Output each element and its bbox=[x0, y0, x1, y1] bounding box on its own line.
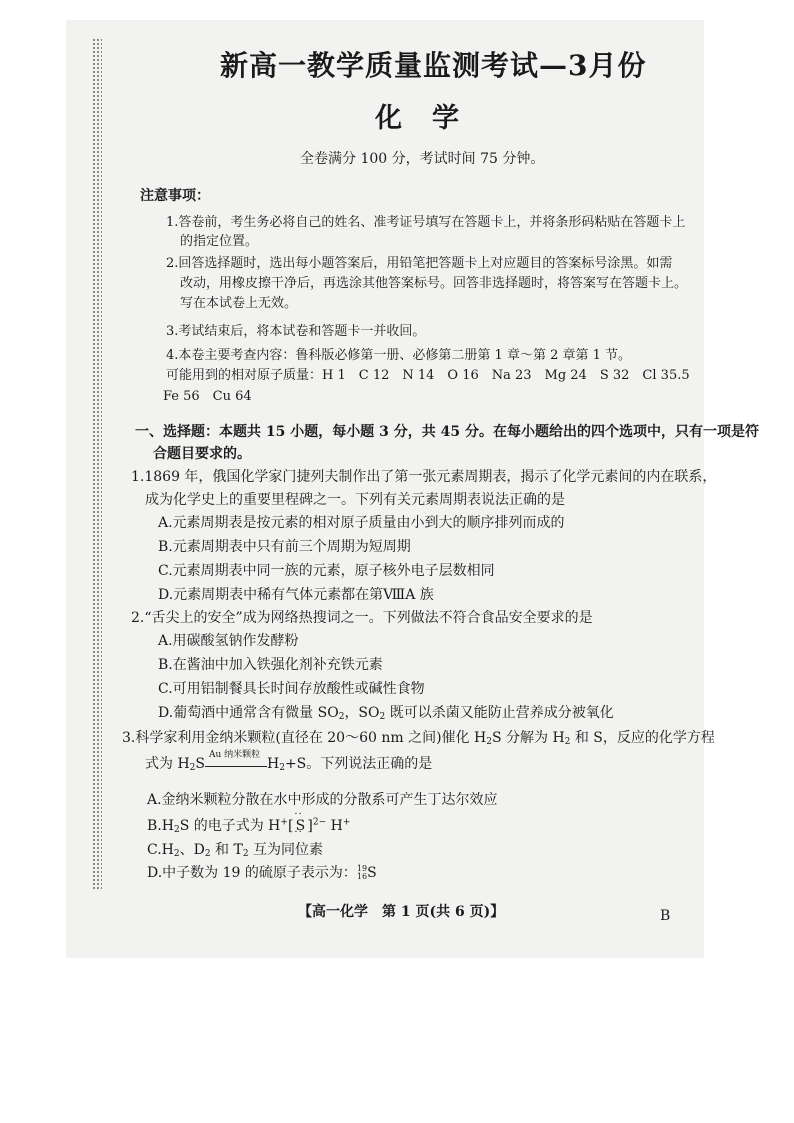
notes-heading: 注意事项： bbox=[140, 188, 210, 204]
q3-c-sub-1: 2 bbox=[173, 849, 180, 859]
note-3: 3.考试结束后，将本试卷和答题卡一并收回。 bbox=[166, 324, 426, 339]
q3-eq-text-2: +S。下列说法正确的是 bbox=[284, 756, 433, 772]
q3-b-bracket-close: ] bbox=[307, 818, 313, 834]
q3-eq-sub-2: 2 bbox=[279, 763, 285, 773]
q3-option-d bbox=[147, 862, 377, 882]
q2-option-c: C.可用铝制餐具长时间存放酸性或碱性食物 bbox=[158, 681, 425, 697]
reaction-line bbox=[205, 766, 267, 767]
q3-c-sub-2: 2 bbox=[204, 849, 211, 859]
q3-stem-line-2 bbox=[145, 750, 433, 773]
q3-b-bracket-open: [ bbox=[287, 818, 294, 834]
q1-stem-line-1: 1.1869 年，俄国化学家门捷列夫制作出了第一张元素周期表，揭示了化学元素间的内在联系， bbox=[131, 469, 717, 485]
q3-eq-text-1: 式为 H bbox=[145, 756, 190, 772]
q3-stem-line-1 bbox=[122, 727, 715, 747]
q3-eq-s: S bbox=[195, 756, 205, 772]
q1-option-a: A.元素周期表是按元素的相对原子质量由小到大的顺序排列而成的 bbox=[158, 515, 565, 531]
subject-title: 化学 bbox=[375, 103, 489, 134]
q3-c-text-4: 互为同位素 bbox=[248, 842, 324, 858]
version-letter: B bbox=[660, 908, 671, 924]
q2-option-b: B.在酱油中加入铁强化剂补充铁元素 bbox=[158, 657, 383, 673]
q3-stem-text-2: S 分解为 H bbox=[491, 730, 565, 746]
q1-option-b: B.元素周期表中只有前三个周期为短周期 bbox=[158, 539, 411, 555]
q3-c-text-1: C.H bbox=[147, 842, 174, 858]
q3-eq-h: H bbox=[267, 756, 280, 772]
atomic-masses-line-1: 可能用到的相对原子质量：H 1 C 12 N 14 O 16 Na 23 Mg 24 S 32 Cl 35.5 bbox=[166, 368, 690, 383]
atomic-masses-line-2: Fe 56 Cu 64 bbox=[163, 389, 252, 404]
q3-b-sub: 2 bbox=[173, 825, 180, 835]
note-4: 4.本卷主要考查内容：鲁科版必修第一册、必修第二册第 1 章～第 2 章第 1 节。 bbox=[166, 348, 632, 363]
q2-option-a: A.用碳酸氢钠作发酵粉 bbox=[158, 633, 299, 649]
q2-d-sub-1: 2 bbox=[338, 712, 345, 722]
q3-d-atomic-number: 16 bbox=[356, 872, 368, 881]
q3-b-text-2: S 的电子式为 H bbox=[179, 818, 281, 834]
q3-b-plus: + bbox=[280, 817, 288, 828]
section-1-heading-line-1: 一、选择题：本题共 15 小题，每小题 3 分，共 45 分。在每小题给出的四个选项中，只有一项是符 bbox=[135, 424, 759, 440]
q3-option-a: A.金纳米颗粒分散在水中形成的分散系可产生丁达尔效应 bbox=[147, 792, 498, 808]
note-1-line-1: 1.答卷前，考生务必将自己的姓名、准考证号填写在答题卡上，并将条形码粘贴在答题卡上 bbox=[166, 215, 686, 230]
q2-option-d bbox=[158, 702, 614, 722]
q3-d-nuclide-numbers bbox=[357, 865, 367, 881]
q3-c-sub-3: 2 bbox=[242, 849, 249, 859]
note-1-line-2: 的指定位置。 bbox=[180, 234, 259, 249]
reaction-condition: Au 纳米颗粒 bbox=[209, 750, 261, 760]
note-2-line-1: 2.回答选择题时，选出每小题答案后，用铅笔把答题卡上对应题目的答案标号涂黑。如需 bbox=[166, 256, 673, 271]
q3-d-text: D.中子数为 19 的硫原子表示为： bbox=[147, 865, 357, 881]
binding-edge-dots bbox=[92, 38, 102, 890]
q2-d-text-1: D.葡萄酒中通常含有微量 SO bbox=[158, 705, 339, 721]
q3-stem-text-1: 3.科学家利用金纳米颗粒(直径在 20～60 nm 之间)催化 H bbox=[122, 730, 487, 746]
q3-stem-text-3: 和 S，反应的化学方程 bbox=[570, 730, 715, 746]
q3-c-text-2: 、D bbox=[179, 842, 205, 858]
reaction-arrow bbox=[205, 750, 267, 772]
q1-option-c: C.元素周期表中同一族的元素，原子核外电子层数相同 bbox=[158, 563, 495, 579]
q3-b-charge: 2− bbox=[312, 817, 327, 828]
q2-stem: 2.“舌尖上的安全”成为网络热搜词之一。下列做法不符合食品安全要求的是 bbox=[131, 610, 593, 626]
q2-d-sub-2: 2 bbox=[379, 712, 386, 722]
section-1-heading-line-2: 合题目要求的。 bbox=[153, 446, 251, 462]
q3-option-b bbox=[147, 815, 350, 835]
page-footer: 【高一化学 第 1 页(共 6 页)】 bbox=[298, 904, 505, 920]
q3-b-text-1: B.H bbox=[147, 818, 174, 834]
q2-d-text-2: ，SO bbox=[344, 705, 380, 721]
q3-b-h: H bbox=[326, 818, 343, 834]
q3-option-c bbox=[147, 839, 323, 859]
q3-c-text-3: 和 T bbox=[210, 842, 243, 858]
q2-d-text-3: 既可以杀菌又能防止营养成分被氧化 bbox=[385, 705, 614, 721]
q3-b-plus-2: + bbox=[342, 817, 351, 828]
q3-eq-sub-1: 2 bbox=[189, 763, 196, 773]
full-score-note: 全卷满分 100 分，考试时间 75 分钟。 bbox=[300, 151, 545, 167]
sulfur-lewis-dots: ·· S ·· bbox=[293, 818, 307, 834]
q3-sub-a: 2 bbox=[486, 737, 492, 747]
q3-d-symbol: S bbox=[367, 865, 377, 881]
note-2-line-3: 写在本试卷上无效。 bbox=[180, 296, 298, 311]
q1-option-d: D.元素周期表中稀有气体元素都在第ⅧA 族 bbox=[158, 587, 434, 603]
q1-stem-line-2: 成为化学史上的重要里程碑之一。下列有关元素周期表说法正确的是 bbox=[145, 492, 565, 508]
note-2-line-2: 改动，用橡皮擦干净后，再选涂其他答案标号。回答非选择题时，将答案写在答题卡上。 bbox=[180, 276, 688, 291]
q3-d-mass-number: 19 bbox=[356, 864, 368, 873]
exam-title: 新高一教学质量监测考试—3月份 bbox=[220, 49, 647, 82]
q3-sub-b: 2 bbox=[564, 737, 571, 747]
